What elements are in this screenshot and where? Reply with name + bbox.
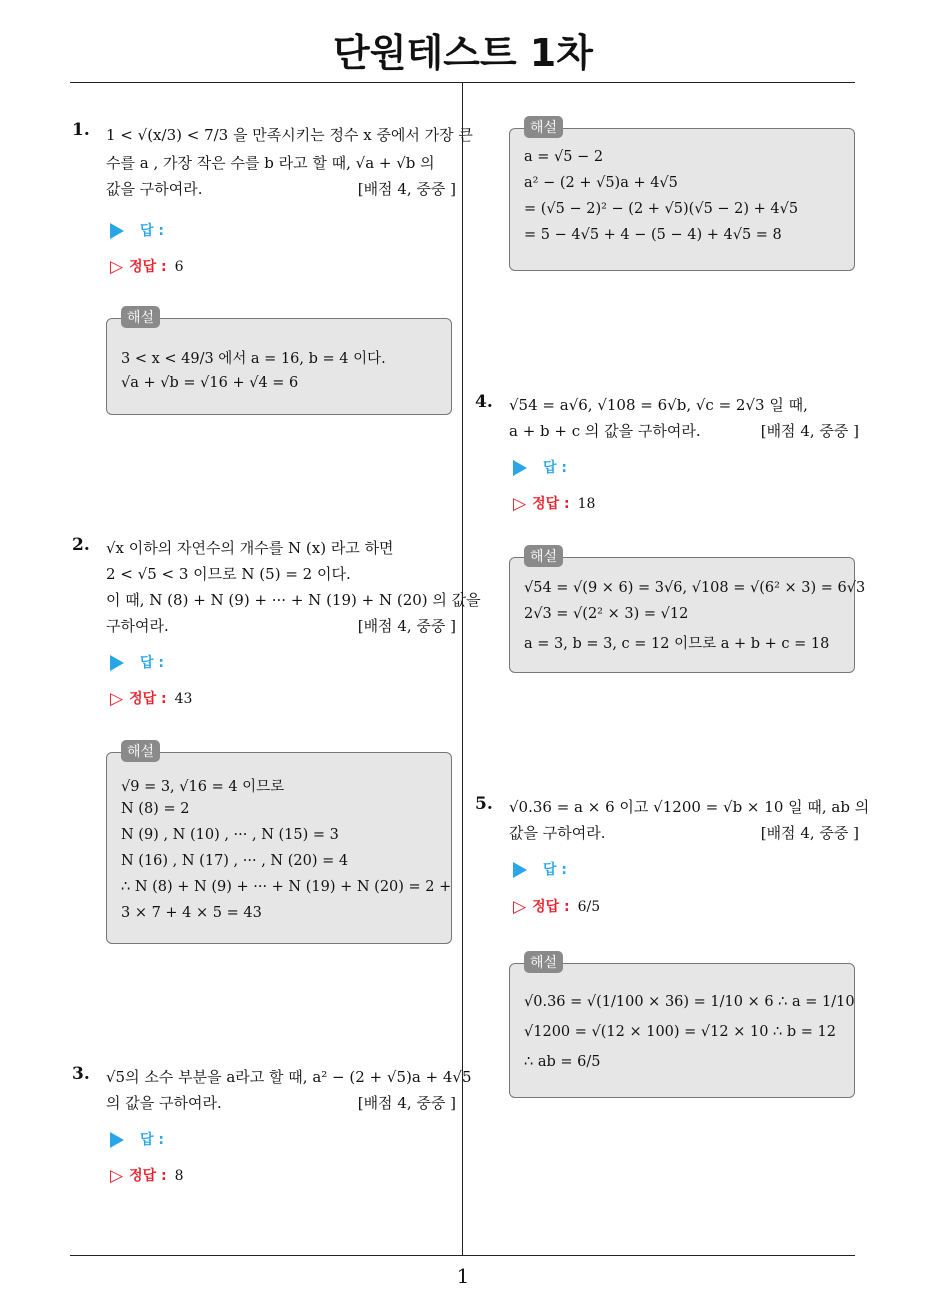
explanation-line: √a + √b = √16 + √4 = 6 bbox=[121, 375, 299, 391]
outline-triangle-icon: ▷ bbox=[110, 257, 124, 277]
answer-input-row[interactable] bbox=[110, 1129, 164, 1149]
solution-label: 정답 : bbox=[532, 496, 570, 512]
explanation-line: N (9) , N (10) , ··· , N (15) = 3 bbox=[121, 827, 339, 843]
points-label: [배점 4, 중중 ] bbox=[357, 180, 456, 198]
problem-text-line: 구하여라. bbox=[106, 617, 169, 635]
solution-label: 정답 : bbox=[532, 899, 570, 915]
solution-value: 18 bbox=[577, 496, 596, 512]
explanation-line: a = √5 − 2 bbox=[524, 149, 604, 165]
problem-text-line: a + b + c 의 값을 구하여라. bbox=[509, 422, 701, 440]
page-number: 1 bbox=[456, 1264, 470, 1288]
answer-input-row[interactable] bbox=[513, 457, 567, 477]
problem-number: 4. bbox=[475, 392, 493, 412]
bottom-rule bbox=[70, 1255, 855, 1256]
play-triangle-icon bbox=[110, 655, 124, 671]
problem-number: 1. bbox=[72, 120, 90, 140]
problem-4 bbox=[475, 392, 859, 444]
explanation-box bbox=[509, 955, 855, 1098]
answer-label: 답 : bbox=[140, 1132, 164, 1148]
problem-text-line: √54 = a√6, √108 = 6√b, √c = 2√3 일 때, bbox=[509, 396, 808, 414]
problem-text-line: √0.36 = a × 6 이고 √1200 = √b × 10 일 때, ab 의 bbox=[509, 798, 870, 816]
explanation-line: √0.36 = √(1/100 × 36) = 1/10 × 6 ∴ a = 1/10 bbox=[524, 994, 855, 1010]
points-label: [배점 4, 중중 ] bbox=[760, 422, 859, 440]
explanation-line: ∴ N (8) + N (9) + ··· + N (19) + N (20) = 2 + bbox=[121, 879, 452, 895]
explanation-line: 3 × 7 + 4 × 5 = 43 bbox=[121, 905, 262, 921]
problem-5 bbox=[475, 794, 870, 846]
answer-input-row[interactable] bbox=[513, 859, 567, 879]
explanation-line: √1200 = √(12 × 100) = √12 × 10 ∴ b = 12 bbox=[524, 1024, 836, 1040]
problem-text-line: 의 값을 구하여라. bbox=[106, 1094, 222, 1112]
answer-label: 답 : bbox=[140, 655, 164, 671]
explanation-line: √9 = 3, √16 = 4 이므로 bbox=[121, 779, 285, 795]
solution-label: 정답 : bbox=[129, 1168, 167, 1184]
problem-text-line: 수를 a , 가장 작은 수를 b 라고 할 때, √a + √b 의 bbox=[106, 154, 435, 172]
explanation-line: = (√5 − 2)² − (2 + √5)(√5 − 2) + 4√5 bbox=[524, 201, 799, 217]
explanation-tag: 해설 bbox=[524, 545, 563, 567]
explanation-line: a² − (2 + √5)a + 4√5 bbox=[524, 175, 678, 191]
explanation-tag: 해설 bbox=[524, 951, 563, 973]
problem-text-line: 값을 구하여라. bbox=[509, 824, 606, 842]
solution-label: 정답 : bbox=[129, 691, 167, 707]
problem-text-line: 1 < √(x/3) < 7/3 을 만족시키는 정수 x 중에서 가장 큰 bbox=[106, 126, 473, 144]
explanation-line: 3 < x < 49/3 에서 a = 16, b = 4 이다. bbox=[121, 351, 386, 367]
problem-2 bbox=[72, 535, 481, 639]
problem-text-line: 이 때, N (8) + N (9) + ··· + N (19) + N (20) 의 값을 bbox=[106, 591, 481, 609]
explanation-line: ∴ ab = 6/5 bbox=[524, 1054, 601, 1070]
solution-row bbox=[513, 493, 595, 514]
explanation-line: N (8) = 2 bbox=[121, 801, 190, 817]
solution-label: 정답 : bbox=[129, 259, 167, 275]
solution-row bbox=[110, 256, 184, 277]
explanation-box bbox=[509, 549, 866, 673]
explanation-line: a = 3, b = 3, c = 12 이므로 a + b + c = 18 bbox=[524, 636, 830, 652]
explanation-line: 2√3 = √(2² × 3) = √12 bbox=[524, 606, 689, 622]
problem-number: 3. bbox=[72, 1064, 90, 1084]
answer-label: 답 : bbox=[543, 862, 567, 878]
problem-text-line: 2 < √5 < 3 이므로 N (5) = 2 이다. bbox=[106, 565, 351, 583]
points-label: [배점 4, 중중 ] bbox=[760, 824, 859, 842]
play-triangle-icon bbox=[513, 862, 527, 878]
answer-label: 답 : bbox=[140, 223, 164, 239]
problem-number: 5. bbox=[475, 794, 493, 814]
answer-input-row[interactable] bbox=[110, 652, 164, 672]
explanation-box bbox=[106, 744, 452, 944]
problem-text-line: √x 이하의 자연수의 개수를 N (x) 라고 하면 bbox=[106, 539, 394, 557]
problem-text-line: √5의 소수 부분을 a라고 할 때, a² − (2 + √5)a + 4√5 bbox=[106, 1068, 472, 1086]
problem-3 bbox=[72, 1064, 472, 1116]
solution-row bbox=[110, 1165, 184, 1186]
answer-input-row[interactable] bbox=[110, 220, 164, 240]
explanation-tag: 해설 bbox=[524, 116, 563, 138]
solution-value: 6 bbox=[174, 259, 184, 275]
problem-text-line: 값을 구하여라. bbox=[106, 180, 203, 198]
solution-row bbox=[513, 896, 600, 917]
answer-label: 답 : bbox=[543, 460, 567, 476]
solution-value: 6/5 bbox=[577, 899, 601, 915]
explanation-line: = 5 − 4√5 + 4 − (5 − 4) + 4√5 = 8 bbox=[524, 227, 782, 243]
outline-triangle-icon: ▷ bbox=[513, 897, 527, 917]
play-triangle-icon bbox=[513, 460, 527, 476]
outline-triangle-icon: ▷ bbox=[513, 494, 527, 514]
explanation-tag: 해설 bbox=[121, 740, 160, 762]
page-title: 단원테스트 1차 bbox=[333, 31, 593, 75]
explanation-tag: 해설 bbox=[121, 306, 160, 328]
problem-1 bbox=[72, 120, 473, 202]
solution-row bbox=[110, 688, 192, 709]
outline-triangle-icon: ▷ bbox=[110, 1166, 124, 1186]
points-label: [배점 4, 중중 ] bbox=[357, 617, 456, 635]
explanation-box bbox=[509, 120, 855, 271]
play-triangle-icon bbox=[110, 223, 124, 239]
explanation-line: √54 = √(9 × 6) = 3√6, √108 = √(6² × 3) = 6√3 bbox=[524, 580, 866, 596]
points-label: [배점 4, 중중 ] bbox=[357, 1094, 456, 1112]
problem-number: 2. bbox=[72, 535, 90, 555]
explanation-line: N (16) , N (17) , ··· , N (20) = 4 bbox=[121, 853, 349, 869]
solution-value: 43 bbox=[174, 691, 193, 707]
explanation-box bbox=[106, 310, 452, 415]
play-triangle-icon bbox=[110, 1132, 124, 1148]
outline-triangle-icon: ▷ bbox=[110, 689, 124, 709]
solution-value: 8 bbox=[174, 1168, 184, 1184]
